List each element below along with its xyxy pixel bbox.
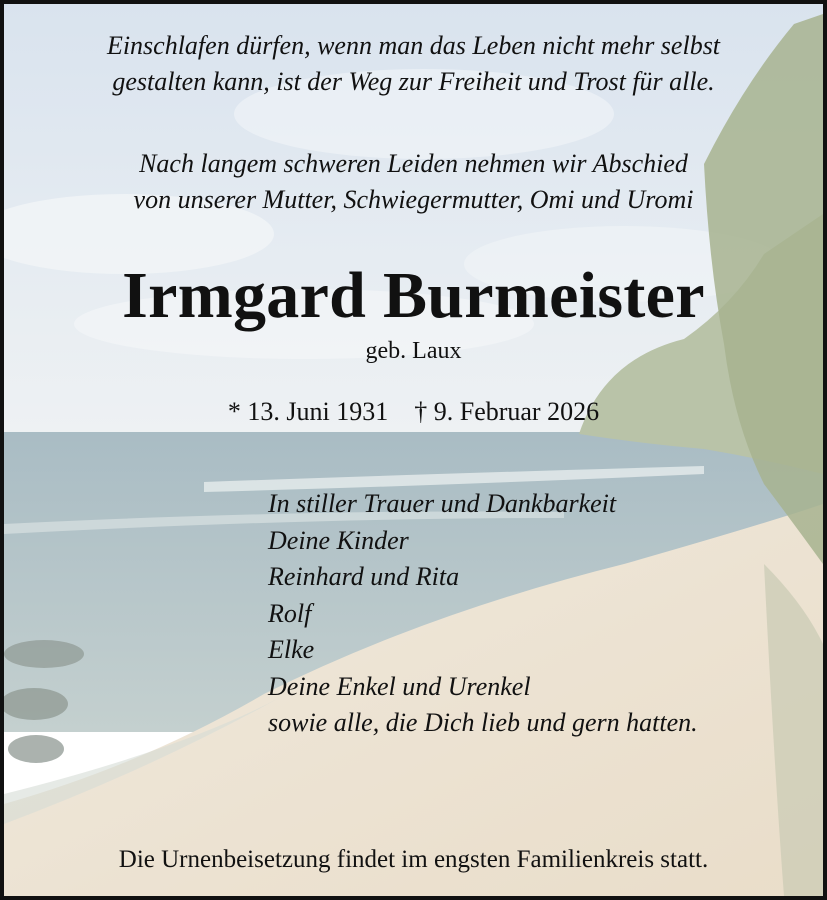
mourner-line: sowie alle, die Dich lieb und gern hatten. — [268, 708, 698, 737]
mourner-line: Elke — [268, 635, 315, 664]
intro-line-1: Nach langem schweren Leiden nehmen wir Abschied — [139, 149, 688, 178]
deceased-name: Irmgard Burmeister — [122, 259, 705, 332]
motto-line-2: gestalten kann, ist der Weg zur Freiheit und Trost für alle. — [112, 67, 715, 96]
mourner-line: Deine Kinder — [268, 525, 409, 555]
burial-notice: Die Urnenbeisetzung findet im engsten Familienkreis statt. — [118, 846, 709, 873]
motto-quote — [4, 28, 823, 100]
beach-background-image — [4, 4, 823, 896]
mourner-line: Rolf — [268, 598, 312, 628]
intro-text — [4, 146, 823, 218]
life-dates — [4, 396, 823, 428]
mourners-list — [268, 486, 698, 742]
motto-line-1: Einschlafen dürfen, wenn man das Leben nicht mehr selbst — [106, 31, 721, 60]
mourner-line: Reinhard und Rita — [268, 562, 460, 591]
mourner-line: In stiller Trauer und Dankbarkeit — [268, 489, 617, 518]
intro-line-2: von unserer Mutter, Schwiegermutter, Omi und Uromi — [133, 185, 694, 214]
birth-date: * 13. Juni 1931 — [227, 397, 389, 426]
death-date: † 9. Februar 2026 — [414, 397, 600, 426]
birth-name: geb. Laux — [365, 338, 462, 364]
mourner-line: Deine Enkel und Urenkel — [268, 671, 531, 701]
